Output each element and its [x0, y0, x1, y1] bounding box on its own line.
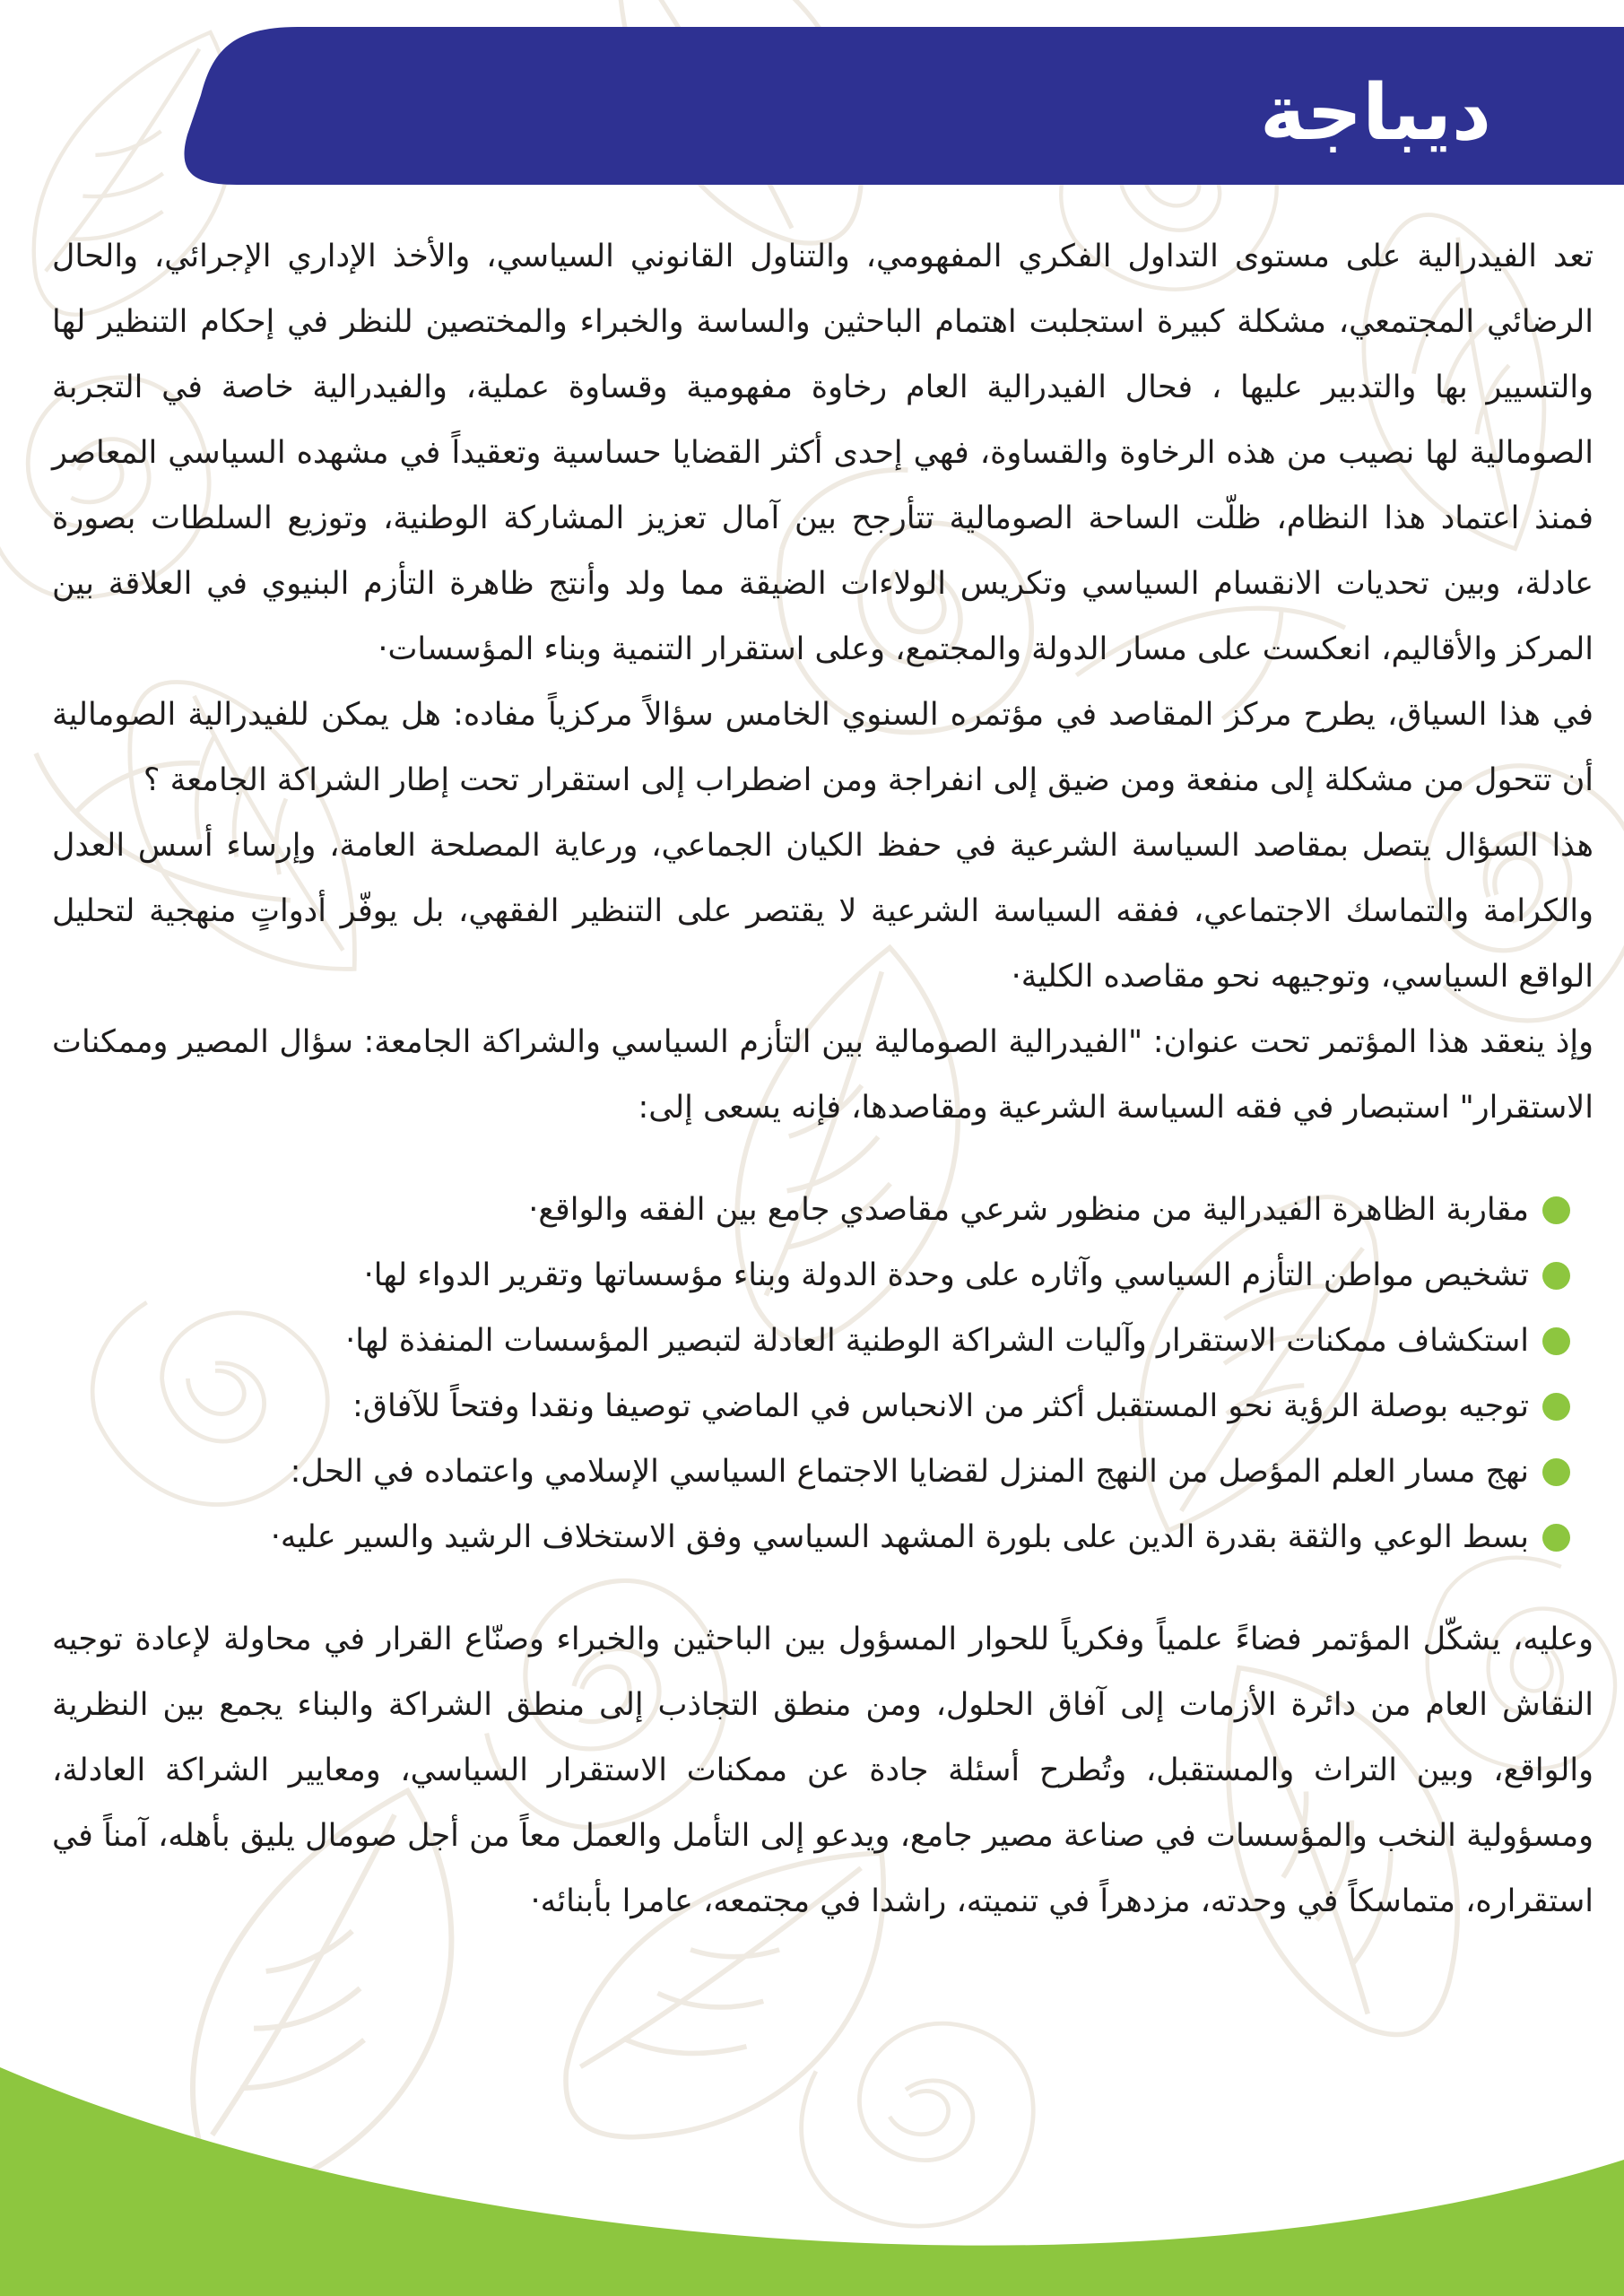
- list-item: [52, 1374, 1570, 1439]
- list-item: [52, 1243, 1570, 1309]
- list-item-text: نهج مسار العلم المؤصل من النهج المنزل لقضايا الاجتماع السياسي الإسلامي واعتماده في الحل:: [290, 1454, 1529, 1490]
- bullet-dot-icon: [1542, 1262, 1570, 1290]
- list-item: [52, 1439, 1570, 1505]
- list-item-text: بسط الوعي والثقة بقدرة الدين على بلورة المشهد السياسي وفق الاستخلاف الرشيد والسير عليه·: [270, 1519, 1529, 1555]
- footer-wave: [0, 2045, 1624, 2296]
- objectives-list: [52, 1178, 1594, 1570]
- paragraph: في هذا السياق، يطرح مركز المقاصد في مؤتمره السنوي الخامس سؤالاً مركزياً مفاده: هل يمكن للفيدرالية الصومالية أن تتحول من مشكلة إلى منفعة ومن ضيق إلى انفراجة ومن اضطراب إلى استقرار تحت إطار الشراكة الجامعة ؟: [52, 697, 1594, 798]
- bullet-dot-icon: [1542, 1458, 1570, 1486]
- list-item-text: استكشاف ممكنات الاستقرار وآليات الشراكة الوطنية العادلة لتبصير المؤسسات المنفذة لها·: [345, 1323, 1529, 1359]
- paragraph: هذا السؤال يتصل بمقاصد السياسة الشرعية في حفظ الكيان الجماعي، ورعاية المصلحة العامة، وإرساء أسس العدل والكرامة والتماسك الاجتماعي، ففقه السياسة الشرعية لا يقتصر على التنظير الفقهي، بل يوفّر أدواتٍ منهجية لتحليل الواقع السياسي، وتوجيهه نحو مقاصده الكلية·: [52, 828, 1594, 995]
- bullet-dot-icon: [1542, 1524, 1570, 1552]
- bullet-dot-icon: [1542, 1196, 1570, 1224]
- list-item: [52, 1178, 1570, 1243]
- page-title: ديباجة: [1260, 68, 1491, 158]
- paragraph: تعد الفيدرالية على مستوى التداول الفكري المفهومي، والتناول القانوني السياسي، والأخذ الإداري الإجرائي، والحال الرضائي المجتمعي، مشكلة كبيرة استجلبت اهتمام الباحثين والساسة والخبراء والمختصين للنظر في إحكام التنظير لها والتسيير بها والتدبير عليها ، فحال الفيدرالية العام رخاوة مفهومية وقساوة عملية، والفيدرالية خاصة في التجربة الصومالية لها نصيب من هذه الرخاوة والقساوة، فهي إحدى أكثر القضايا حساسية وتعقيداً في مشهده السياسي المعاصر فمنذ اعتماد هذا النظام، ظلّت الساحة الصومالية تتأرجح بين آمال تعزيز المشاركة الوطنية، وتوزيع السلطات بصورة عادلة، وبين تحديات الانقسام السياسي وتكريس الولاءات الضيقة مما ولد وأنتج ظاهرة التأزم البنيوي في العلاقة بين المركز والأقاليم، انعكست على مسار الدولة والمجتمع، وعلى استقرار التنمية وبناء المؤسسات·: [52, 239, 1594, 667]
- list-item: [52, 1309, 1570, 1374]
- closing-paragraph: وعليه، يشكّل المؤتمر فضاءً علمياً وفكرياً للحوار المسؤول بين الباحثين والخبراء وصنّاع القرار في محاولة لإعادة توجيه النقاش العام من دائرة الأزمات إلى آفاق الحلول، ومن منطق التجاذب إلى منطق الشراكة والبناء يجمع بين النظرية والواقع، وبين التراث والمستقبل، وتُطرح أسئلة جادة عن ممكنات الاستقرار السياسي، ومعايير الشراكة العادلة، ومسؤولية النخب والمؤسسات في صناعة مصير جامع، ويدعو إلى التأمل والعمل معاً من أجل صومال يليق بأهله، آمناً في استقراره، متماسكاً في وحدته، مزدهراً في تنميته، راشدا في مجتمعه، عامرا بأبنائه·: [52, 1622, 1594, 1919]
- list-item-text: مقاربة الظاهرة الفيدرالية من منظور شرعي مقاصدي جامع بين الفقه والواقع·: [528, 1192, 1529, 1228]
- body-text: [52, 224, 1594, 1935]
- paragraph: وإذ ينعقد هذا المؤتمر تحت عنوان: "الفيدرالية الصومالية بين التأزم السياسي والشراكة الجامعة: سؤال المصير وممكنات الاستقرار" استبصار في فقه السياسة الشرعية ومقاصدها، فإنه يسعى إلى:: [52, 1024, 1594, 1126]
- bullet-dot-icon: [1542, 1393, 1570, 1421]
- bullet-dot-icon: [1542, 1327, 1570, 1355]
- list-item-text: تشخيص مواطن التأزم السياسي وآثاره على وحدة الدولة وبناء مؤسساتها وتقرير الدواء لها·: [363, 1257, 1529, 1293]
- list-item: [52, 1505, 1570, 1570]
- list-item-text: توجيه بوصلة الرؤية نحو المستقبل أكثر من الانحباس في الماضي توصيفا ونقدا وفتحاً للآفاق:: [352, 1388, 1529, 1424]
